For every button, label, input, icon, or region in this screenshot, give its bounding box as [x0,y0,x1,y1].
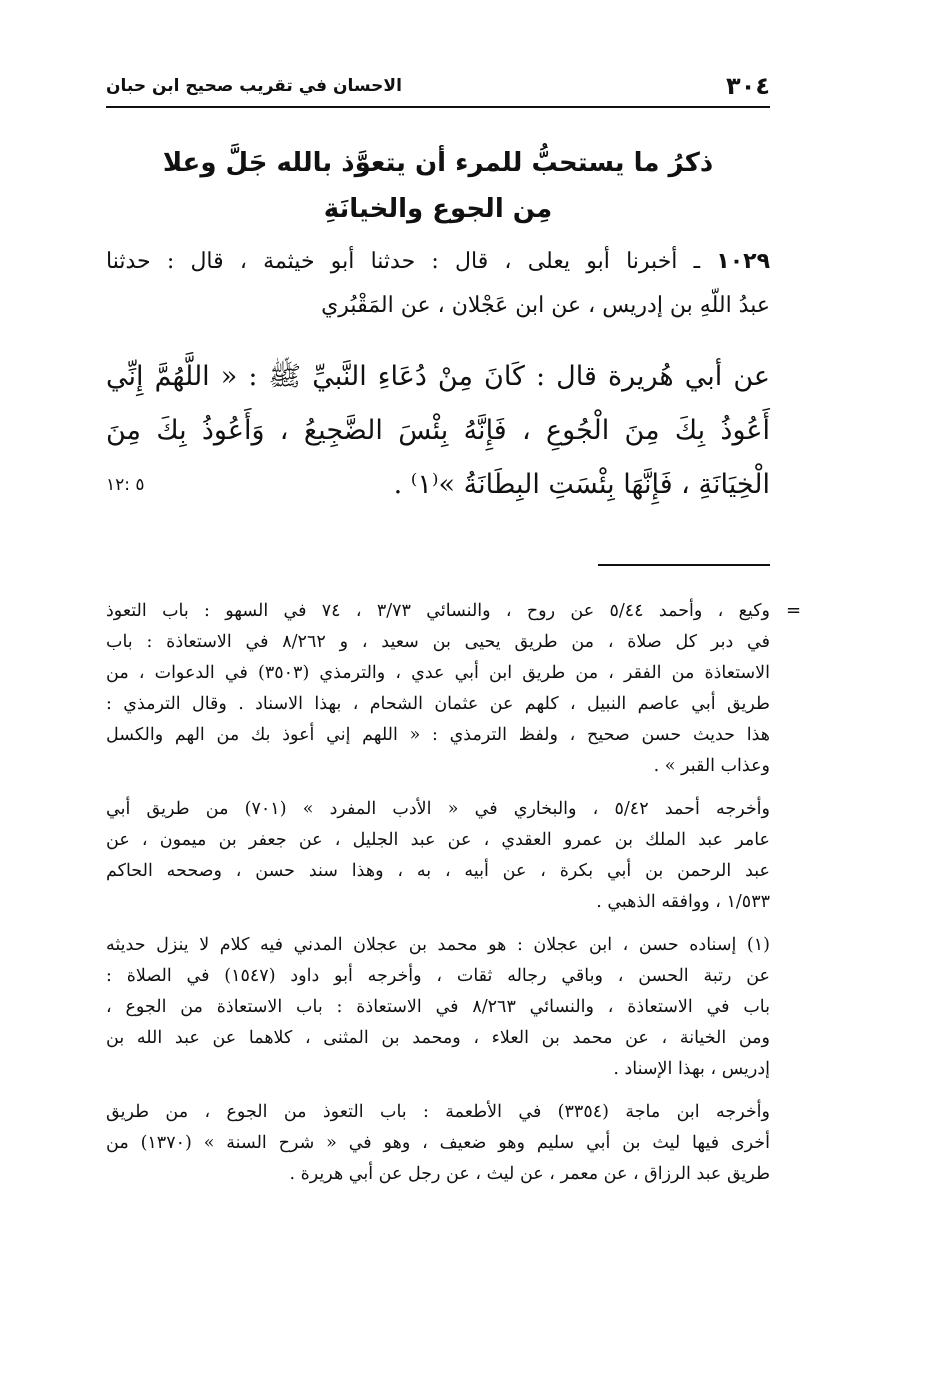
footnote-line: عبد الرحمن بن أبي بكرة ، عن أبيه ، به ، وهذا سند حسن ، وصححه الحاكم [106,861,770,881]
footnote-line: وأخرجه ابن ماجة (٣٣٥٤) في الأطعمة : باب التعوذ من الجوع ، من طريق [106,1102,770,1122]
footnote-line: هذا حديث حسن صحيح ، ولفظ الترمذي : « اللهم إني أعوذ بك من الهم والكسل [106,725,770,745]
isnad-line-2: عبدُ اللّهِ بن إدريس ، عن ابن عَجْلان ، عن المَقْبُري [321,293,770,318]
footnote-separator [598,564,770,566]
hadith-number: ١٠٢٩ [716,249,771,274]
continuation-marker: = [786,600,802,621]
footnote-line: في دبر كل صلاة ، من طريق يحيى بن سعيد ، و ٨/٢٦٢ في الاستعاذة : باب [106,632,770,652]
footnote-line: عن رتبة الحسن ، وباقي رجاله ثقات ، وأخرجه أبو داود (١٥٤٧) في الصلاة : [106,966,770,986]
isnad-text-1: ـ أخبرنا أبو يعلى ، قال : حدثنا أبو خيثمة ، قال : حدثنا [106,249,701,274]
footnote-line: وعذاب القبر » . [653,756,770,776]
footnote-paragraph-1 [106,596,770,782]
footnote-line: طريق عبد الرزاق ، عن معمر ، عن ليث ، عن رجل عن أبي هريرة . [289,1164,770,1184]
footnote-line: طريق أبي عاصم النبيل ، كلهم عن عثمان الشحام ، بهذا الاسناد . وقال الترمذي : [106,694,770,714]
chapter-title-line-2: مِن الجوع والخيانَةِ [323,194,553,224]
isnad-line-1 [106,240,770,284]
footnote-line: ومن الخيانة ، عن محمد بن العلاء ، ومحمد بن المثنى ، كلاهما عن عبد الله بن [106,1028,770,1048]
footnote-line: الاستعاذة من الفقر ، من طريق ابن أبي عدي ، والترمذي (٣٥٠٣) في الدعوات ، من [106,663,770,683]
page-header [106,70,770,108]
footnote-line: ١/٥٣٣ ، ووافقه الذهبي . [596,892,770,912]
chapter-title [106,140,770,232]
footnote-paragraph-4 [106,1097,770,1190]
chapter-title-line-1: ذكرُ ما يستحبُّ للمرء أن يتعوَّذ بالله جَلَّ وعلا [162,148,714,178]
footnote-line: عامر عبد الملك بن عمرو العقدي ، عن عبد الجليل ، عن جعفر بن ميمون ، عن [106,830,770,850]
footnotes [106,596,770,1202]
footnote-paragraph-3 [106,930,770,1085]
matn-line-2: أَعُوذُ بِكَ مِنَ الْجُوعِ ، فَإِنَّهُ بِئْسَ الضَّجِيعُ ، وَأَعُوذُ بِكَ مِنَ [106,415,770,446]
footnote-line: وكيع ، وأحمد ٥/٤٤ عن روح ، والنسائي ٣/٧٣ ، ٧٤ في السهو : باب التعوذ [106,601,770,621]
matn-text-3: الْخِيَانَةِ ، فَإِنَّهَا بِئْسَتِ البِطَانَةُ »⁽١⁾ . [393,469,770,500]
footnote-line: إدريس ، بهذا الإسناد . [613,1059,770,1079]
footnote-line: باب في الاستعاذة ، والنسائي ٨/٢٦٣ في الاستعاذة : باب الاستعاذة من الجوع ، [106,997,770,1017]
matn-line-1: عن أبي هُريرة قال : كَانَ مِنْ دُعَاءِ النَّبيِّ ﷺ : « اللَّهُمَّ إِنِّي [106,361,770,392]
matn-line-3 [106,458,770,512]
running-title: الاحسان في تقريب صحيح ابن حبان [106,76,402,96]
hadith-matn [106,350,770,512]
page-number: ٣٠٤ [726,72,770,100]
footnote-line: (١) إسناده حسن ، ابن عجلان : هو محمد بن عجلان المدني فيه كلام لا ينزل حديثه [106,935,770,955]
footnote-line: أخرى فيها ليث بن أبي سليم وهو ضعيف ، وهو في « شرح السنة » (١٣٧٠) من [106,1133,770,1153]
hadith-isnad [106,240,770,328]
footnote-line: وأخرجه أحمد ٥/٤٢ ، والبخاري في « الأدب المفرد » (٧٠١) من طريق أبي [106,799,770,819]
hadith-reference: ٥ :١٢ [106,475,145,495]
footnote-paragraph-2 [106,794,770,918]
